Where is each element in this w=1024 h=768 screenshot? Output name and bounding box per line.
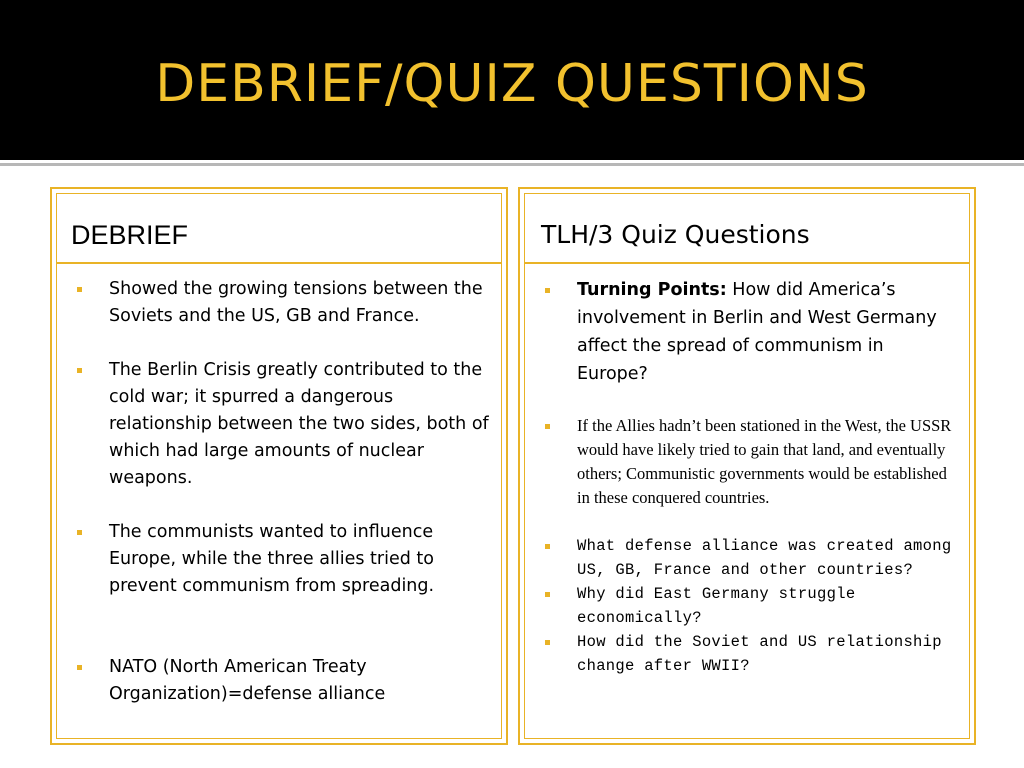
list-item-text: NATO (North American Treaty Organization)=defense alliance — [109, 657, 386, 704]
debrief-panel-inner — [56, 193, 502, 739]
debrief-panel — [50, 187, 508, 745]
quiz-list — [525, 276, 969, 678]
quiz-header — [525, 194, 969, 264]
list-item — [57, 519, 501, 600]
bullet-icon — [77, 368, 82, 373]
debrief-header — [57, 194, 501, 264]
bullet-icon — [545, 544, 550, 549]
bullet-icon — [545, 640, 550, 645]
quiz-header-text: TLH/3 Quiz Questions — [541, 220, 810, 249]
bullet-icon — [77, 287, 82, 292]
debrief-list — [57, 276, 501, 708]
debrief-header-text: DEBRIEF — [71, 220, 189, 250]
list-item — [57, 276, 501, 330]
bullet-icon — [545, 424, 550, 429]
quiz-panel-inner — [524, 193, 970, 739]
list-item — [525, 630, 969, 678]
bullet-icon — [545, 592, 550, 597]
question-text: What defense alliance was created among US, GB, France and other countries? — [577, 537, 952, 579]
question-text: Why did East Germany struggle economically? — [577, 585, 856, 627]
list-item — [525, 414, 969, 510]
turning-points-label: Turning Points: — [577, 280, 727, 300]
bullet-icon — [77, 530, 82, 535]
title-divider — [0, 163, 1024, 166]
list-item — [57, 654, 501, 708]
list-item — [57, 357, 501, 492]
bullet-icon — [77, 665, 82, 670]
answer-text: If the Allies hadn’t been stationed in the West, the USSR would have likely tried to gain that land, and eventually others; Communistic governments would be established in these conquered countries. — [577, 416, 952, 507]
bullet-icon — [545, 288, 550, 293]
list-item — [525, 582, 969, 630]
slide-title: DEBRIEF/QUIZ QUESTIONS — [155, 54, 869, 114]
list-item — [525, 276, 969, 388]
list-item — [525, 534, 969, 582]
quiz-body — [525, 268, 969, 738]
list-item-text: The communists wanted to influence Europe, while the three allies tried to prevent communism from spreading. — [109, 522, 435, 596]
question-text: How did America’s involvement in Berlin and West Germany affect the spread of communism in Europe? — [577, 280, 937, 384]
list-item-text: Showed the growing tensions between the Soviets and the US, GB and France. — [109, 279, 483, 326]
debrief-body — [57, 268, 501, 738]
quiz-panel — [518, 187, 976, 745]
question-text: How did the Soviet and US relationship change after WWII? — [577, 633, 942, 675]
list-item-text: The Berlin Crisis greatly contributed to the cold war; it spurred a dangerous relationship between the two sides, both of which had large amounts of nuclear weapons. — [109, 360, 489, 488]
